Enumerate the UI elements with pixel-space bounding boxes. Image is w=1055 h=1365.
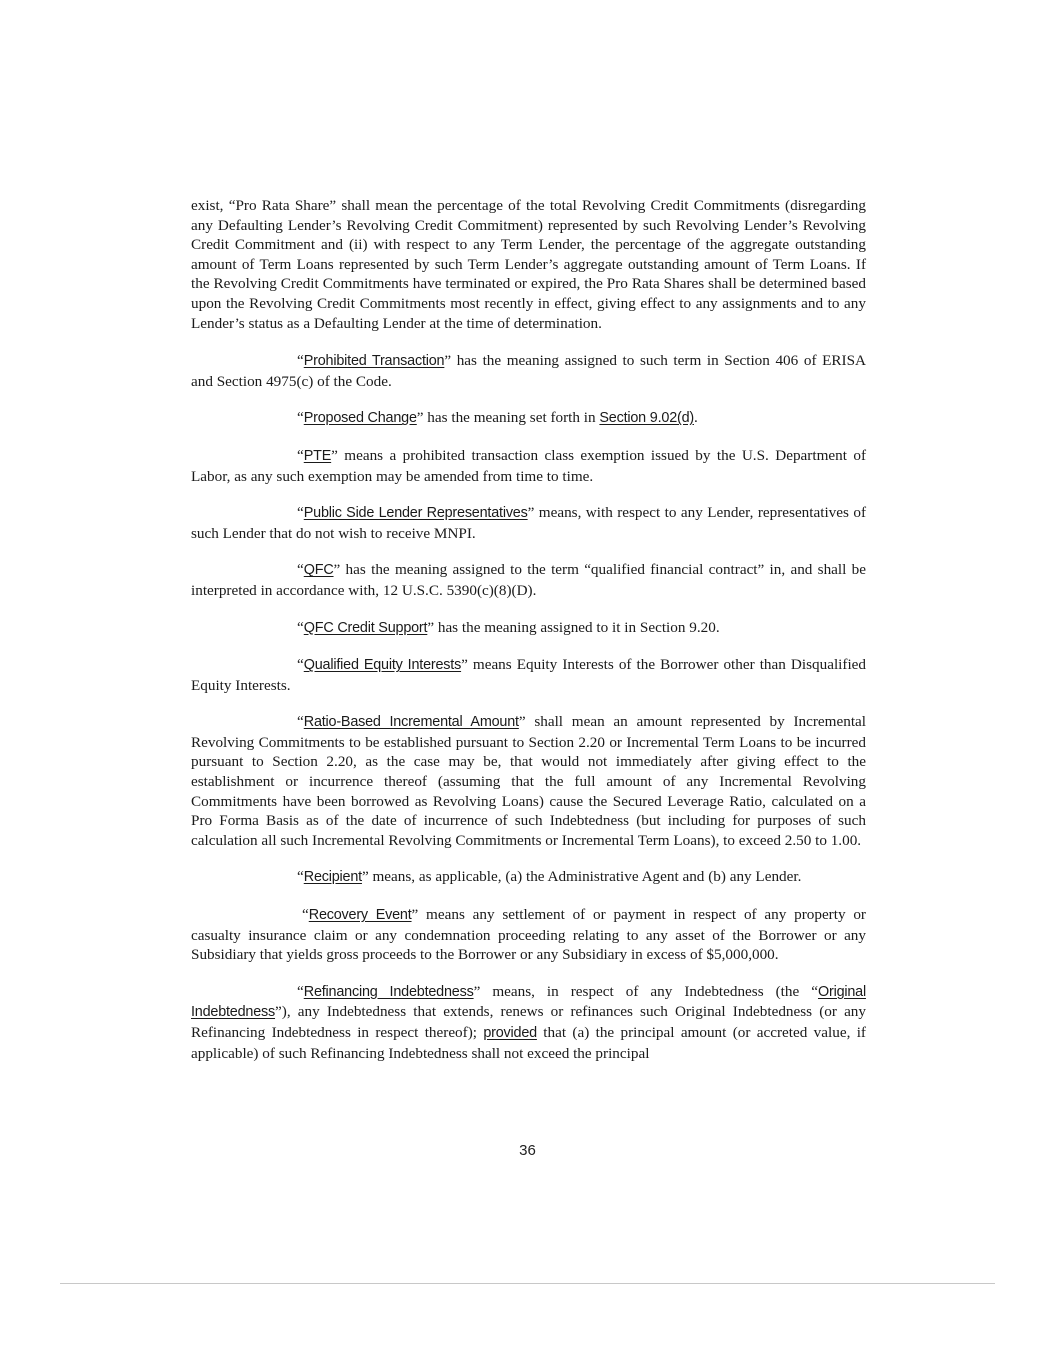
definition-proposed-change — [191, 408, 866, 429]
document-page — [191, 196, 866, 1080]
definition-text: ” has the meaning assigned to the term “qualified financial contract” in, and shall be interpreted in accordance with, 12 U.S.C. 5390(c)(8)(D). — [191, 561, 866, 599]
definition-recipient — [191, 867, 866, 888]
defined-term: Prohibited Transaction — [303, 353, 445, 370]
open-quote: “ — [297, 504, 304, 522]
definition-text: ” has the meaning assigned to it in Section 9.20. — [427, 618, 720, 636]
definition-text: ” means any settlement of or payment in respect of any property or casualty insurance claim or any condemnation proceeding relating to any asset of the Borrower or any Subsidiary that yields gross proceeds to the Borrower or any Subsidiary in excess of $5,000,000. — [191, 906, 866, 964]
definition-tail: that (a) the principal amount (or accreted value, if applicable) of such Refinancing Indebtedness shall not exceed the principal — [191, 1024, 866, 1062]
open-quote: “ — [297, 713, 304, 731]
defined-term: Public Side Lender Representatives — [303, 505, 528, 522]
open-quote: “ — [297, 561, 304, 579]
definition-prohibited-transaction — [191, 351, 866, 391]
open-quote: “ — [297, 618, 304, 636]
definition-text: ” means Equity Interests of the Borrower other than Disqualified Equity Interests. — [191, 656, 867, 694]
definition-refinancing-indebtedness — [191, 982, 866, 1063]
defined-term: Refinancing Indebtedness — [303, 983, 474, 1000]
defined-term: Qualified Equity Interests — [303, 657, 462, 674]
open-quote: “ — [297, 982, 304, 1000]
definition-text: ” means, as applicable, (a) the Administrative Agent and (b) any Lender. — [361, 868, 802, 886]
defined-term: Ratio-Based Incremental Amount — [303, 714, 519, 731]
definition-tail: . — [693, 409, 698, 427]
defined-term: QFC Credit Support — [303, 619, 428, 636]
definition-pro-rata-share-continued — [191, 196, 866, 333]
definition-text: ” means, with respect to any Lender, representatives of such Lender that do not wish to receive MNPI. — [191, 504, 866, 542]
definition-qualified-equity-interests — [191, 655, 866, 695]
defined-term-original-indebtedness: Original Indebtedness — [191, 983, 866, 1021]
open-quote: “ — [297, 352, 304, 370]
definition-text: ” has the meaning set forth in — [416, 409, 600, 427]
definition-recovery-event — [191, 905, 866, 965]
page-divider — [60, 1283, 995, 1284]
open-quote: “ — [297, 409, 304, 427]
defined-term: Recipient — [303, 869, 362, 886]
open-quote: “ — [302, 906, 309, 924]
defined-term: Proposed Change — [303, 410, 417, 427]
open-quote: “ — [297, 868, 304, 886]
definition-ratio-based-incremental-amount — [191, 712, 866, 850]
paragraph-text: exist, “Pro Rata Share” shall mean the percentage of the total Revolving Credit Commitments (disregarding any Defaulting Lender’s Revolving Credit Commitment) represented by such Revolving Lender’s Revolving Credit Commitment and (ii) with respect to any Term Lender, the percentage of the aggregate outstanding amount of Term Loans represented by such Term Lender’s aggregate outstanding amount of Term Loans. If the Revolving Credit Commitments have terminated or expired, the Pro Rata Shares shall be determined based upon the Revolving Credit Commitments most recently in effect, giving effect to any assignments and to any Lender’s status as a Defaulting Lender at the time of determination. — [191, 197, 866, 332]
definition-public-side-lender-representatives — [191, 503, 866, 543]
defined-term: PTE — [303, 447, 332, 464]
page-number: 36 — [519, 1142, 536, 1159]
definition-pte — [191, 446, 866, 486]
defined-term: Recovery Event — [308, 907, 412, 924]
definition-text: ” means a prohibited transaction class exemption issued by the U.S. Department of Labor, as any such exemption may be amended from time to time. — [191, 446, 866, 485]
definition-text-continued: ”), any Indebtedness that extends, renews or refinances such Original Indebtedness (or any Refinancing Indebtedness in respect thereof); — [191, 1003, 866, 1041]
definition-text: ” has the meaning assigned to such term in Section 406 of ERISA and Section 4975(c) of the Code. — [191, 352, 866, 390]
definition-qfc-credit-support — [191, 618, 866, 639]
defined-term: QFC — [303, 562, 334, 579]
proviso-term: provided — [483, 1025, 537, 1041]
definition-text: ” shall mean an amount represented by Incremental Revolving Commitments to be established pursuant to Section 2.20 or Incremental Term Loans to be incurred pursuant to Section 2.20, as the case may be, that would not immediately after giving effect to the establishment or incurrence thereof (assuming that the full amount of any Incremental Revolving Commitments have been borrowed as Revolving Loans) cause the Secured Leverage Ratio, calculated on a Pro Forma Basis as of the date of incurrence of such Indebtedness (but including for purposes of such calculation all such Incremental Revolving Commitments or Incremental Term Loans), to exceed 2.50 to 1.00. — [191, 713, 866, 849]
definition-text: ” means, in respect of any Indebtedness (the “ — [473, 982, 818, 1000]
open-quote: “ — [297, 656, 304, 674]
section-reference: Section 9.02(d) — [599, 410, 694, 427]
open-quote: “ — [297, 446, 304, 464]
definition-qfc — [191, 560, 866, 600]
